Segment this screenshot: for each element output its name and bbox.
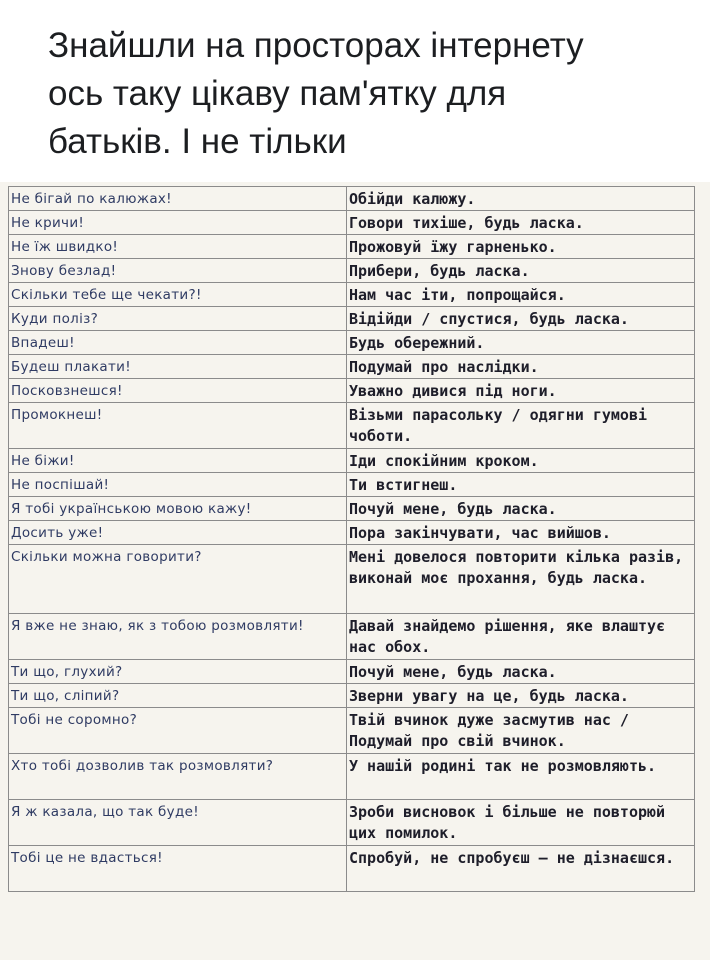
table-row	[9, 283, 695, 307]
say-instead-cell: Твій вчинок дуже засмутив нас / Подумай про свій вчинок.	[347, 708, 695, 754]
say-instead-cell: Подумай про наслідки.	[347, 355, 695, 379]
table-row	[9, 331, 695, 355]
table-row	[9, 800, 695, 846]
table-row	[9, 521, 695, 545]
dont-say-cell: Не їж швидко!	[9, 235, 347, 259]
say-instead-cell: Нам час іти, попрощайся.	[347, 283, 695, 307]
table-row	[9, 187, 695, 211]
say-instead-cell: Спробуй, не спробуєш — не дізнаєшся.	[347, 846, 695, 892]
table-row	[9, 660, 695, 684]
dont-say-cell: Промокнеш!	[9, 403, 347, 449]
memo-table	[8, 186, 695, 892]
table-row	[9, 846, 695, 892]
say-instead-cell: Давай знайдемо рішення, яке влаштує нас обох.	[347, 614, 695, 660]
dont-say-cell: Знову безлад!	[9, 259, 347, 283]
table-row	[9, 708, 695, 754]
dont-say-cell: Ти що, глухий?	[9, 660, 347, 684]
post-title-line: Знайшли на просторах інтернету	[48, 26, 584, 65]
dont-say-cell: Досить уже!	[9, 521, 347, 545]
say-instead-cell: Візьми парасольку / одягни гумові чоботи.	[347, 403, 695, 449]
table-row	[9, 307, 695, 331]
dont-say-cell: Тобі не соромно?	[9, 708, 347, 754]
say-instead-cell: Прожовуй їжу гарненько.	[347, 235, 695, 259]
say-instead-cell: Пора закінчувати, час вийшов.	[347, 521, 695, 545]
say-instead-cell: Зроби висновок і більше не повторюй цих помилок.	[347, 800, 695, 846]
dont-say-cell: Тобі це не вдасться!	[9, 846, 347, 892]
dont-say-cell: Впадеш!	[9, 331, 347, 355]
memo-table-body	[9, 187, 695, 892]
say-instead-cell: Іди спокійним кроком.	[347, 449, 695, 473]
table-row	[9, 754, 695, 800]
table-row	[9, 614, 695, 660]
say-instead-cell: Будь обережний.	[347, 331, 695, 355]
dont-say-cell: Не бігай по калюжах!	[9, 187, 347, 211]
say-instead-cell: Уважно дивися під ноги.	[347, 379, 695, 403]
dont-say-cell: Ти що, сліпий?	[9, 684, 347, 708]
dont-say-cell: Хто тобі дозволив так розмовляти?	[9, 754, 347, 800]
memo-image[interactable]	[0, 182, 710, 960]
dont-say-cell: Будеш плакати!	[9, 355, 347, 379]
dont-say-cell: Не біжи!	[9, 449, 347, 473]
say-instead-cell: Відійди / спустися, будь ласка.	[347, 307, 695, 331]
dont-say-cell: Я тобі українською мовою кажу!	[9, 497, 347, 521]
say-instead-cell: Почуй мене, будь ласка.	[347, 497, 695, 521]
table-row	[9, 545, 695, 614]
say-instead-cell: Зверни увагу на це, будь ласка.	[347, 684, 695, 708]
dont-say-cell: Я ж казала, що так буде!	[9, 800, 347, 846]
dont-say-cell: Скільки можна говорити?	[9, 545, 347, 614]
dont-say-cell: Не кричи!	[9, 211, 347, 235]
say-instead-cell: У нашій родині так не розмовляють.	[347, 754, 695, 800]
table-row	[9, 211, 695, 235]
post-title-line: ось таку цікаву пам'ятку для	[48, 74, 507, 113]
dont-say-cell: Куди поліз?	[9, 307, 347, 331]
post-header	[0, 0, 710, 182]
say-instead-cell: Ти встигнеш.	[347, 473, 695, 497]
post-title	[48, 22, 700, 166]
dont-say-cell: Я вже не знаю, як з тобою розмовляти!	[9, 614, 347, 660]
table-row	[9, 403, 695, 449]
say-instead-cell: Прибери, будь ласка.	[347, 259, 695, 283]
table-row	[9, 379, 695, 403]
dont-say-cell: Посковзнешся!	[9, 379, 347, 403]
dont-say-cell: Не поспішай!	[9, 473, 347, 497]
table-row	[9, 497, 695, 521]
say-instead-cell: Почуй мене, будь ласка.	[347, 660, 695, 684]
table-row	[9, 259, 695, 283]
table-row	[9, 355, 695, 379]
table-row	[9, 684, 695, 708]
table-row	[9, 473, 695, 497]
table-row	[9, 235, 695, 259]
post-title-line: батьків. І не тільки	[48, 122, 347, 161]
say-instead-cell: Мені довелося повторити кілька разів, виконай моє прохання, будь ласка.	[347, 545, 695, 614]
table-row	[9, 449, 695, 473]
say-instead-cell: Обійди калюжу.	[347, 187, 695, 211]
dont-say-cell: Скільки тебе ще чекати?!	[9, 283, 347, 307]
say-instead-cell: Говори тихіше, будь ласка.	[347, 211, 695, 235]
